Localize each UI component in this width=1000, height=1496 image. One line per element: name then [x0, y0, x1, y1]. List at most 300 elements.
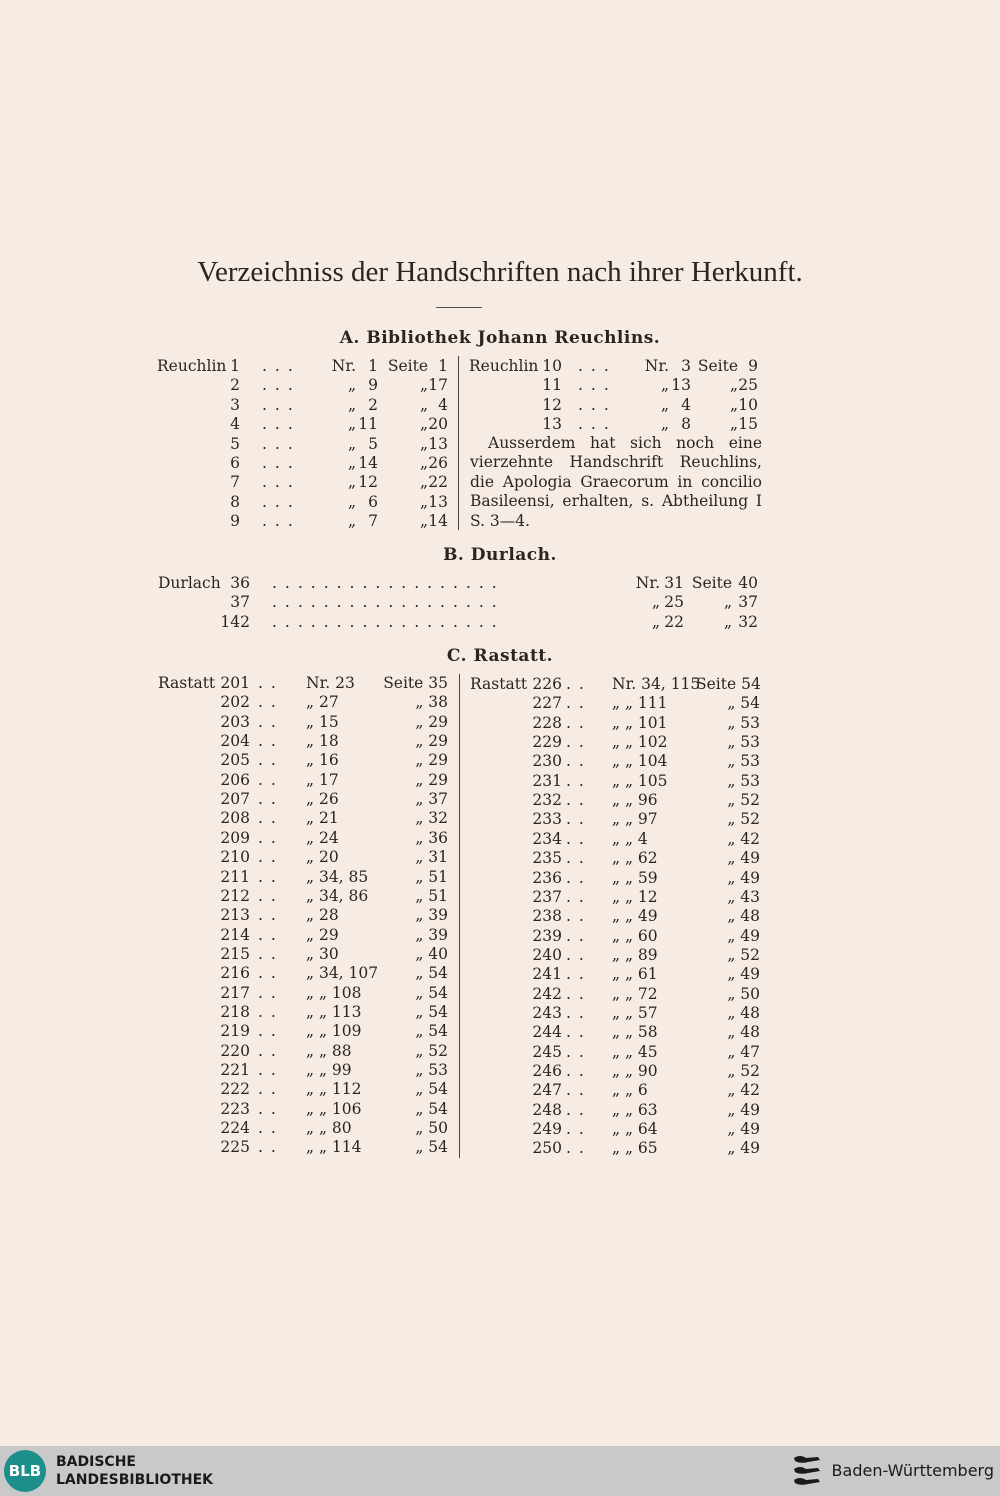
- seite-label: Seite: [691, 574, 732, 592]
- nr-value: „ 20: [306, 848, 339, 867]
- nr-value: „ „ 64: [612, 1120, 658, 1139]
- seite-label: „: [729, 376, 738, 395]
- page-title: Verzeichniss der Handschriften nach ihrer Herkunft.: [197, 256, 803, 288]
- nr-value: „ „ 113: [306, 1002, 362, 1021]
- leader-dots: ..: [566, 945, 592, 964]
- nr-value: „ 16: [306, 751, 339, 770]
- leader-dots: ..: [566, 1100, 592, 1119]
- nr-value: „ „ 80: [306, 1119, 352, 1138]
- seite-label: „: [419, 376, 428, 395]
- nr-value: 9: [368, 376, 378, 395]
- seite-value: „ 54: [415, 1022, 448, 1041]
- leader-dots: ..: [258, 964, 284, 983]
- nr-value: „ „ 45: [612, 1042, 658, 1061]
- seite-value: „ 49: [727, 1139, 760, 1158]
- manuscript-number: 242: [532, 984, 562, 1003]
- nr-value: „ 34, 85: [306, 867, 369, 886]
- seite-value: 15: [738, 415, 758, 434]
- nr-value: „ 34, 107: [306, 964, 379, 983]
- seite-label: „: [723, 593, 732, 612]
- manuscript-number: 219: [220, 1022, 250, 1041]
- nr-label: „: [347, 376, 356, 395]
- seite-label: „: [419, 415, 428, 434]
- nr-value: 8: [681, 415, 691, 434]
- nr-label: „: [347, 395, 356, 414]
- leader-dots: ..: [258, 886, 284, 905]
- manuscript-number: 240: [532, 945, 562, 964]
- manuscript-number: 230: [532, 752, 562, 771]
- nr-value: „ „ 59: [612, 868, 658, 887]
- manuscript-number: 214: [220, 925, 250, 944]
- seite-value: „ 54: [415, 1002, 448, 1021]
- leader-dots: ..: [258, 1061, 284, 1079]
- nr-value: „ „ 57: [612, 1003, 658, 1022]
- manuscript-number: 238: [532, 907, 562, 926]
- manuscript-number: 218: [220, 1002, 250, 1021]
- nr-label: „: [347, 492, 356, 511]
- leader-dots: ..: [566, 713, 592, 732]
- leader-dots: ..: [566, 829, 592, 848]
- manuscript-number: 229: [532, 733, 562, 752]
- nr-value: „ „ 105: [612, 771, 668, 790]
- nr-value: „ „ 90: [612, 1062, 658, 1080]
- nr-value: „ 21: [306, 809, 339, 828]
- nr-value: „ „ 88: [306, 1041, 352, 1060]
- leader-dots: ..: [258, 770, 284, 789]
- nr-value: „ 34, 86: [306, 886, 369, 905]
- leader-dots: ..: [258, 1080, 284, 1099]
- seite-value: „ 49: [727, 1100, 760, 1119]
- nr-value: 31: [664, 574, 684, 592]
- leader-dots: ..: [258, 674, 284, 692]
- manuscript-number: 228: [532, 713, 562, 732]
- leader-dots: ..: [258, 790, 284, 809]
- reuchlin-note-text: Ausserdem hat sich noch eine vierzehnte Handschrift Reuchlins, die Apologia Graecorum in concilio Basileensi, erhalten, s. Abtheilung I S. 3—4.: [470, 434, 762, 530]
- leader-dots: ..: [566, 694, 592, 713]
- seite-label: „: [419, 454, 428, 472]
- table-row: [0, 375, 1000, 395]
- seite-value: „ 48: [727, 1003, 760, 1022]
- seite-value: „ 54: [727, 694, 760, 713]
- nr-value: „ „ 60: [612, 926, 658, 945]
- manuscript-number: 37: [230, 593, 250, 612]
- table-row: [0, 809, 1000, 829]
- manuscript-number: 217: [220, 983, 250, 1002]
- section-heading-reuchlin: A. Bibliothek Johann Reuchlins.: [339, 328, 661, 348]
- seite-value: „ 51: [415, 886, 448, 905]
- manuscript-number: 226: [532, 675, 562, 693]
- manuscript-number: 231: [532, 771, 562, 790]
- nr-value: Nr. 23: [306, 674, 355, 692]
- blb-logo[interactable]: BLB: [4, 1450, 46, 1492]
- seite-value: „ 38: [415, 693, 448, 712]
- table-row: [0, 964, 1000, 984]
- nr-label: „: [347, 415, 356, 434]
- nr-value: „ „ 61: [612, 965, 658, 984]
- leader-dots: ..: [566, 1003, 592, 1022]
- seite-label: „: [419, 395, 428, 414]
- seite-value: „ 39: [415, 925, 448, 944]
- leader-dots: ...: [578, 415, 617, 434]
- table-row: [0, 356, 1000, 376]
- nr-value: „ „ 49: [612, 907, 658, 926]
- seite-value: 4: [438, 395, 448, 414]
- leader-dots: ..: [566, 1120, 592, 1139]
- manuscript-number: 232: [532, 791, 562, 810]
- table-row: [0, 945, 1000, 965]
- table-row: [0, 1138, 1000, 1158]
- nr-value: 7: [368, 512, 378, 531]
- seite-value: „ 54: [415, 964, 448, 983]
- table-row: [0, 592, 1000, 612]
- seite-value: „ 40: [415, 944, 448, 963]
- seite-value: 14: [428, 512, 448, 531]
- leader-dots: ..................: [272, 574, 505, 592]
- seite-value: 9: [748, 357, 758, 375]
- seite-label: „: [419, 512, 428, 531]
- seite-value: „ 53: [415, 1061, 448, 1079]
- table-row: [0, 1042, 1000, 1062]
- leader-dots: ..: [258, 867, 284, 886]
- manuscript-number: 225: [220, 1138, 250, 1157]
- seite-label: „: [729, 395, 738, 414]
- manuscript-number: 6: [230, 454, 240, 472]
- nr-label: „: [651, 593, 660, 612]
- nr-value: „ 24: [306, 828, 339, 847]
- seite-value: „ 50: [727, 984, 760, 1003]
- seite-value: „ 29: [415, 770, 448, 789]
- seite-value: 17: [428, 376, 448, 395]
- nr-value: 12: [358, 473, 378, 492]
- nr-value: „ 27: [306, 693, 339, 712]
- seite-value: 22: [428, 473, 448, 492]
- nr-label: „: [651, 612, 660, 631]
- nr-value: 14: [358, 454, 378, 472]
- seite-value: „ 47: [727, 1042, 760, 1061]
- seite-value: „ 53: [727, 752, 760, 771]
- seite-value: „ 43: [727, 887, 760, 906]
- leader-dots: ..: [566, 1023, 592, 1042]
- seite-value: „ 51: [415, 867, 448, 886]
- manuscript-number: 9: [230, 512, 240, 531]
- library-label: Durlach: [158, 574, 221, 592]
- seite-label: „: [419, 473, 428, 492]
- seite-label: Seite: [387, 357, 428, 375]
- seite-value: „ 52: [727, 945, 760, 964]
- manuscript-number: 212: [220, 886, 250, 905]
- leader-dots: ..: [566, 1081, 592, 1100]
- leader-dots: ..: [258, 983, 284, 1002]
- leader-dots: ..: [566, 752, 592, 771]
- coat-of-arms-icon: [790, 1452, 824, 1490]
- leader-dots: ..: [258, 809, 284, 828]
- manuscript-number: 142: [220, 612, 250, 631]
- leader-dots: ..: [258, 828, 284, 847]
- manuscript-number: 243: [532, 1003, 562, 1022]
- manuscript-number: 202: [220, 693, 250, 712]
- leader-dots: ...: [262, 395, 301, 414]
- seite-value: Seite 35: [383, 674, 448, 692]
- leader-dots: ..: [258, 925, 284, 944]
- nr-value: „ „ 109: [306, 1022, 362, 1041]
- manuscript-number: 204: [220, 732, 250, 751]
- leader-dots: ..: [258, 1119, 284, 1138]
- nr-value: Nr. 34, 115: [612, 675, 701, 693]
- manuscript-number: 244: [532, 1023, 562, 1042]
- nr-value: „ „ 72: [612, 984, 658, 1003]
- seite-value: „ 39: [415, 906, 448, 925]
- nr-value: 11: [358, 415, 378, 434]
- manuscript-number: 209: [220, 828, 250, 847]
- leader-dots: ..: [258, 848, 284, 867]
- nr-value: „ „ 62: [612, 849, 658, 868]
- nr-label: Nr.: [635, 574, 660, 592]
- seite-label: „: [419, 492, 428, 511]
- manuscript-number: 245: [532, 1042, 562, 1061]
- manuscript-number: 205: [220, 751, 250, 770]
- seite-value: „ 50: [415, 1119, 448, 1138]
- table-row: [0, 573, 1000, 593]
- leader-dots: ...: [578, 395, 617, 414]
- seite-value: „ 42: [727, 829, 760, 848]
- seite-value: 32: [738, 612, 758, 631]
- seite-value: 26: [428, 454, 448, 472]
- manuscript-number: 239: [532, 926, 562, 945]
- manuscript-number: 203: [220, 712, 250, 731]
- table-row: [0, 414, 1000, 434]
- state-name[interactable]: Baden-Württemberg: [831, 1461, 994, 1480]
- seite-value: 40: [738, 574, 758, 592]
- seite-value: „ 52: [727, 1062, 760, 1080]
- table-row: [0, 1080, 1000, 1100]
- seite-value: „ 49: [727, 849, 760, 868]
- seite-value: „ 54: [415, 983, 448, 1002]
- table-row: [0, 848, 1000, 868]
- seite-value: 25: [738, 376, 758, 395]
- table-row: [0, 926, 1000, 946]
- seite-value: „ 49: [727, 926, 760, 945]
- seite-value: 1: [438, 357, 448, 375]
- leader-dots: ..: [566, 868, 592, 887]
- nr-value: „ „ 6: [612, 1081, 648, 1100]
- section-heading-rastatt: C. Rastatt.: [446, 646, 554, 666]
- nr-value: „ „ 89: [612, 945, 658, 964]
- seite-value: „ 37: [415, 790, 448, 809]
- table-row: [0, 829, 1000, 849]
- seite-value: „ 31: [415, 848, 448, 867]
- leader-dots: ..: [258, 712, 284, 731]
- manuscript-number: 13: [542, 415, 562, 434]
- table-row: [0, 790, 1000, 810]
- manuscript-number: 227: [532, 694, 562, 713]
- table-row: [0, 674, 1000, 694]
- manuscript-number: 201: [220, 674, 250, 692]
- nr-label: Nr.: [331, 357, 356, 375]
- leader-dots: ...: [262, 512, 301, 531]
- table-row: [0, 1061, 1000, 1081]
- nr-value: „ 30: [306, 944, 339, 963]
- seite-value: „ 53: [727, 771, 760, 790]
- nr-value: „ „ 102: [612, 733, 668, 752]
- nr-value: „ 17: [306, 770, 339, 789]
- seite-value: „ 32: [415, 809, 448, 828]
- nr-value: 1: [368, 357, 378, 375]
- seite-label: „: [419, 434, 428, 453]
- nr-value: 2: [368, 395, 378, 414]
- nr-label: „: [660, 395, 669, 414]
- seite-value: „ 29: [415, 732, 448, 751]
- library-label: Reuchlin: [157, 357, 227, 375]
- seite-value: 10: [738, 395, 758, 414]
- seite-value: „ 52: [415, 1041, 448, 1060]
- leader-dots: ..: [258, 751, 284, 770]
- leader-dots: ...: [262, 415, 301, 434]
- manuscript-number: 247: [532, 1081, 562, 1100]
- manuscript-number: 210: [220, 848, 250, 867]
- seite-value: „ 54: [415, 1138, 448, 1157]
- nr-value: „ „ 63: [612, 1100, 658, 1119]
- seite-value: 37: [738, 593, 758, 612]
- leader-dots: ..: [566, 733, 592, 752]
- manuscript-number: 211: [220, 867, 250, 886]
- table-row: [0, 732, 1000, 752]
- leader-dots: ..: [566, 849, 592, 868]
- table-row: [0, 771, 1000, 791]
- leader-dots: ..: [258, 944, 284, 963]
- seite-value: 20: [428, 415, 448, 434]
- manuscript-number: 220: [220, 1041, 250, 1060]
- manuscript-number: 246: [532, 1062, 562, 1080]
- leader-dots: ..: [258, 1138, 284, 1157]
- table-row: [0, 868, 1000, 888]
- reuchlin-note: [470, 434, 762, 531]
- manuscript-number: 8: [230, 492, 240, 511]
- seite-value: „ 49: [727, 965, 760, 984]
- leader-dots: ...: [262, 376, 301, 395]
- leader-dots: ...: [262, 473, 301, 492]
- seite-label: „: [729, 415, 738, 434]
- seite-value: „ 54: [415, 1099, 448, 1118]
- seite-value: „ 48: [727, 907, 760, 926]
- table-row: [0, 751, 1000, 771]
- manuscript-number: 241: [532, 965, 562, 984]
- leader-dots: ..: [566, 887, 592, 906]
- section-heading-durlach: B. Durlach.: [443, 545, 557, 565]
- nr-value: „ „ 96: [612, 791, 658, 810]
- manuscript-number: 213: [220, 906, 250, 925]
- nr-value: 5: [368, 434, 378, 453]
- leader-dots: ..: [566, 675, 592, 693]
- table-row: [0, 713, 1000, 733]
- nr-value: „ „ 104: [612, 752, 668, 771]
- leader-dots: ..: [566, 810, 592, 829]
- library-name-line2: LANDESBIBLIOTHEK: [56, 1472, 214, 1488]
- seite-value: „ 53: [727, 733, 760, 752]
- nr-label: „: [660, 415, 669, 434]
- nr-label: „: [347, 454, 356, 472]
- manuscript-number: 237: [532, 887, 562, 906]
- manuscript-number: 224: [220, 1119, 250, 1138]
- seite-value: „ 49: [727, 868, 760, 887]
- manuscript-number: 223: [220, 1099, 250, 1118]
- nr-value: „ 18: [306, 732, 339, 751]
- nr-value: „ 15: [306, 712, 339, 731]
- nr-value: „ „ 114: [306, 1138, 362, 1157]
- nr-value: „ 26: [306, 790, 339, 809]
- leader-dots: ...: [262, 434, 301, 453]
- nr-label: „: [347, 512, 356, 531]
- table-row: [0, 395, 1000, 415]
- nr-value: 25: [664, 593, 684, 612]
- library-label: Rastatt: [158, 674, 216, 692]
- leader-dots: ...: [578, 357, 617, 375]
- manuscript-number: 11: [542, 376, 562, 395]
- leader-dots: ..: [566, 907, 592, 926]
- manuscript-number: 233: [532, 810, 562, 829]
- table-row: [0, 1119, 1000, 1139]
- nr-value: „ „ 101: [612, 713, 668, 732]
- manuscript-number: 234: [532, 829, 562, 848]
- manuscript-number: 206: [220, 770, 250, 789]
- table-row: [0, 1100, 1000, 1120]
- leader-dots: ..: [566, 1062, 592, 1080]
- table-row: [0, 1003, 1000, 1023]
- manuscript-number: 4: [230, 415, 240, 434]
- manuscript-number: 235: [532, 849, 562, 868]
- manuscript-number: 10: [542, 357, 562, 375]
- nr-value: 6: [368, 492, 378, 511]
- manuscript-number: 248: [532, 1100, 562, 1119]
- leader-dots: ..: [566, 1139, 592, 1158]
- nr-label: „: [347, 434, 356, 453]
- manuscript-number: 1: [230, 357, 240, 375]
- manuscript-number: 208: [220, 809, 250, 828]
- manuscript-number: 7: [230, 473, 240, 492]
- nr-value: „ „ 97: [612, 810, 658, 829]
- nr-value: „ „ 112: [306, 1080, 362, 1099]
- seite-value: „ 49: [727, 1120, 760, 1139]
- nr-label: Nr.: [644, 357, 669, 375]
- table-row: [0, 906, 1000, 926]
- seite-value: „ 48: [727, 1023, 760, 1042]
- title-divider: [436, 307, 482, 308]
- seite-label: Seite: [697, 357, 738, 375]
- nr-value: „ „ 108: [306, 983, 362, 1002]
- seite-value: „ 54: [415, 1080, 448, 1099]
- library-label: Rastatt: [470, 675, 528, 693]
- manuscript-number: 222: [220, 1080, 250, 1099]
- leader-dots: ..: [566, 771, 592, 790]
- leader-dots: ..: [258, 1099, 284, 1118]
- seite-value: 13: [428, 434, 448, 453]
- leader-dots: ..: [258, 1041, 284, 1060]
- manuscript-number: 36: [230, 574, 250, 592]
- library-name[interactable]: [56, 1453, 213, 1489]
- manuscript-number: 216: [220, 964, 250, 983]
- leader-dots: ..: [566, 926, 592, 945]
- manuscript-number: 12: [542, 395, 562, 414]
- library-label: Reuchlin: [469, 357, 539, 375]
- nr-label: „: [660, 376, 669, 395]
- manuscript-number: 207: [220, 790, 250, 809]
- library-name-line1: BADISCHE: [56, 1454, 136, 1470]
- table-row: [0, 612, 1000, 632]
- leader-dots: ...: [262, 357, 301, 375]
- leader-dots: ..: [258, 1022, 284, 1041]
- nr-value: 22: [664, 612, 684, 631]
- leader-dots: ...: [262, 454, 301, 472]
- leader-dots: ..................: [272, 612, 505, 631]
